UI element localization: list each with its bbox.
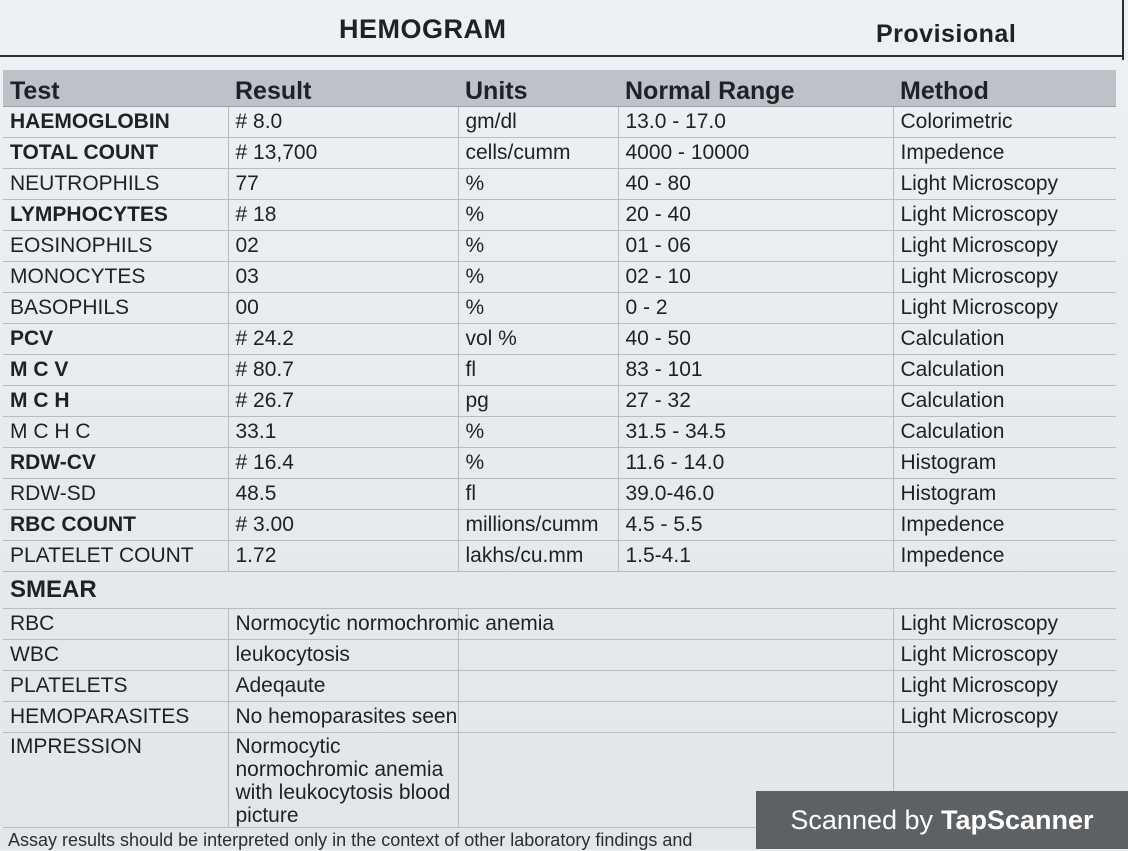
units-cell: vol % [458, 323, 618, 354]
units-cell: % [458, 168, 618, 199]
result-cell: # 8.0 [228, 106, 458, 137]
method-cell: Light Microscopy [893, 199, 1116, 230]
result-cell: # 13,700 [228, 137, 458, 168]
normal-range-cell: 1.5-4.1 [618, 540, 893, 571]
test-name-cell: RDW-CV [3, 447, 228, 478]
method-cell: Calculation [893, 416, 1116, 447]
normal-range-cell: 01 - 06 [618, 230, 893, 261]
units-cell: fl [458, 478, 618, 509]
result-cell: # 80.7 [228, 354, 458, 385]
method-cell: Light Microscopy [893, 261, 1116, 292]
smear-blank-cell [458, 639, 893, 670]
test-name-cell: M C H [3, 385, 228, 416]
smear-result-cell: leukocytosis [228, 639, 458, 670]
header-method: Method [893, 70, 1116, 106]
method-cell: Light Microscopy [893, 168, 1116, 199]
normal-range-cell: 40 - 80 [618, 168, 893, 199]
report-status: Provisional [876, 20, 1017, 48]
smear-heading-row [3, 571, 1116, 608]
normal-range-cell: 13.0 - 17.0 [618, 106, 893, 137]
header-normal-range: Normal Range [618, 70, 893, 106]
test-name-cell: BASOPHILS [3, 292, 228, 323]
smear-result-cell: Normocytic normochromic anemia [228, 608, 458, 639]
smear-test-cell: HEMOPARASITES [3, 701, 228, 732]
test-name-cell: PCV [3, 323, 228, 354]
normal-range-cell: 0 - 2 [618, 292, 893, 323]
units-cell: cells/cumm [458, 137, 618, 168]
table-row [3, 354, 1116, 385]
smear-heading: SMEAR [3, 571, 1116, 608]
table-row [3, 199, 1116, 230]
smear-row [3, 701, 1116, 732]
result-cell: 33.1 [228, 416, 458, 447]
method-cell: Calculation [893, 385, 1116, 416]
smear-result-cell: No hemoparasites seen [228, 701, 458, 732]
test-name-cell: M C V [3, 354, 228, 385]
units-cell: % [458, 447, 618, 478]
smear-method-cell: Light Microscopy [893, 670, 1116, 701]
result-cell: # 24.2 [228, 323, 458, 354]
result-cell: # 3.00 [228, 509, 458, 540]
units-cell: % [458, 230, 618, 261]
test-name-cell: MONOCYTES [3, 261, 228, 292]
units-cell: pg [458, 385, 618, 416]
test-name-cell: LYMPHOCYTES [3, 199, 228, 230]
smear-blank-cell [458, 701, 893, 732]
header-rule [0, 55, 1122, 57]
normal-range-cell: 83 - 101 [618, 354, 893, 385]
units-cell: % [458, 199, 618, 230]
table-row [3, 261, 1116, 292]
test-name-cell: NEUTROPHILS [3, 168, 228, 199]
method-cell: Histogram [893, 478, 1116, 509]
report-title: HEMOGRAM [339, 14, 507, 44]
method-cell: Light Microscopy [893, 230, 1116, 261]
method-cell: Calculation [893, 323, 1116, 354]
smear-test-cell: PLATELETS [3, 670, 228, 701]
table-row [3, 385, 1116, 416]
normal-range-cell: 4000 - 10000 [618, 137, 893, 168]
method-cell: Impedence [893, 509, 1116, 540]
test-name-cell: M C H C [3, 416, 228, 447]
method-cell: Impedence [893, 137, 1116, 168]
smear-test-cell: RBC [3, 608, 228, 639]
units-cell: fl [458, 354, 618, 385]
result-cell: # 16.4 [228, 447, 458, 478]
impression-value [228, 732, 458, 827]
method-cell: Impedence [893, 540, 1116, 571]
test-name-cell: PLATELET COUNT [3, 540, 228, 571]
smear-method-cell: Light Microscopy [893, 639, 1116, 670]
table-row [3, 447, 1116, 478]
table-row [3, 509, 1116, 540]
results-body [3, 106, 1116, 571]
result-cell: 1.72 [228, 540, 458, 571]
smear-body [3, 571, 1116, 827]
test-name-cell: RBC COUNT [3, 509, 228, 540]
footer-note: Assay results should be interpreted only in the context of other laboratory findings and [8, 830, 693, 850]
smear-row [3, 639, 1116, 670]
impression-label: IMPRESSION [3, 732, 228, 827]
units-cell: % [458, 292, 618, 323]
method-cell: Calculation [893, 354, 1116, 385]
header-side-rule [1122, 0, 1124, 60]
header-result: Result [228, 70, 458, 106]
table-row [3, 478, 1116, 509]
method-cell: Light Microscopy [893, 292, 1116, 323]
test-name-cell: EOSINOPHILS [3, 230, 228, 261]
smear-test-cell: WBC [3, 639, 228, 670]
units-cell: % [458, 261, 618, 292]
result-cell: # 18 [228, 199, 458, 230]
table-row [3, 323, 1116, 354]
result-cell: 02 [228, 230, 458, 261]
smear-row [3, 670, 1116, 701]
result-cell: # 26.7 [228, 385, 458, 416]
smear-method-cell: Light Microscopy [893, 608, 1116, 639]
hemogram-table [3, 70, 1116, 828]
hemogram-table-wrapper [3, 70, 1116, 828]
table-header-row [3, 70, 1116, 106]
normal-range-cell: 20 - 40 [618, 199, 893, 230]
table-row [3, 416, 1116, 447]
method-cell: Histogram [893, 447, 1116, 478]
watermark-brand: TapScanner [941, 804, 1094, 835]
normal-range-cell: 40 - 50 [618, 323, 893, 354]
result-cell: 77 [228, 168, 458, 199]
units-cell: gm/dl [458, 106, 618, 137]
result-cell: 00 [228, 292, 458, 323]
result-cell: 48.5 [228, 478, 458, 509]
result-cell: 03 [228, 261, 458, 292]
normal-range-cell: 11.6 - 14.0 [618, 447, 893, 478]
table-row [3, 106, 1116, 137]
test-name-cell: HAEMOGLOBIN [3, 106, 228, 137]
smear-method-cell: Light Microscopy [893, 701, 1116, 732]
method-cell: Colorimetric [893, 106, 1116, 137]
normal-range-cell: 31.5 - 34.5 [618, 416, 893, 447]
impression-line-2: with leukocytosis blood picture [235, 780, 451, 827]
test-name-cell: RDW-SD [3, 478, 228, 509]
normal-range-cell: 02 - 10 [618, 261, 893, 292]
watermark-prefix: Scanned by [790, 804, 934, 835]
scanner-watermark [756, 791, 1128, 849]
units-cell: % [458, 416, 618, 447]
impression-line-1: Normocytic normochromic anemia [235, 734, 444, 781]
smear-result-cell: Adeqaute [228, 670, 458, 701]
smear-row [3, 608, 1116, 639]
table-row [3, 292, 1116, 323]
header-test: Test [3, 70, 228, 106]
table-row [3, 540, 1116, 571]
table-row [3, 230, 1116, 261]
normal-range-cell: 4.5 - 5.5 [618, 509, 893, 540]
normal-range-cell: 27 - 32 [618, 385, 893, 416]
header-units: Units [458, 70, 618, 106]
table-row [3, 168, 1116, 199]
table-row [3, 137, 1116, 168]
smear-blank-cell [458, 670, 893, 701]
normal-range-cell: 39.0-46.0 [618, 478, 893, 509]
test-name-cell: TOTAL COUNT [3, 137, 228, 168]
units-cell: lakhs/cu.mm [458, 540, 618, 571]
units-cell: millions/cumm [458, 509, 618, 540]
